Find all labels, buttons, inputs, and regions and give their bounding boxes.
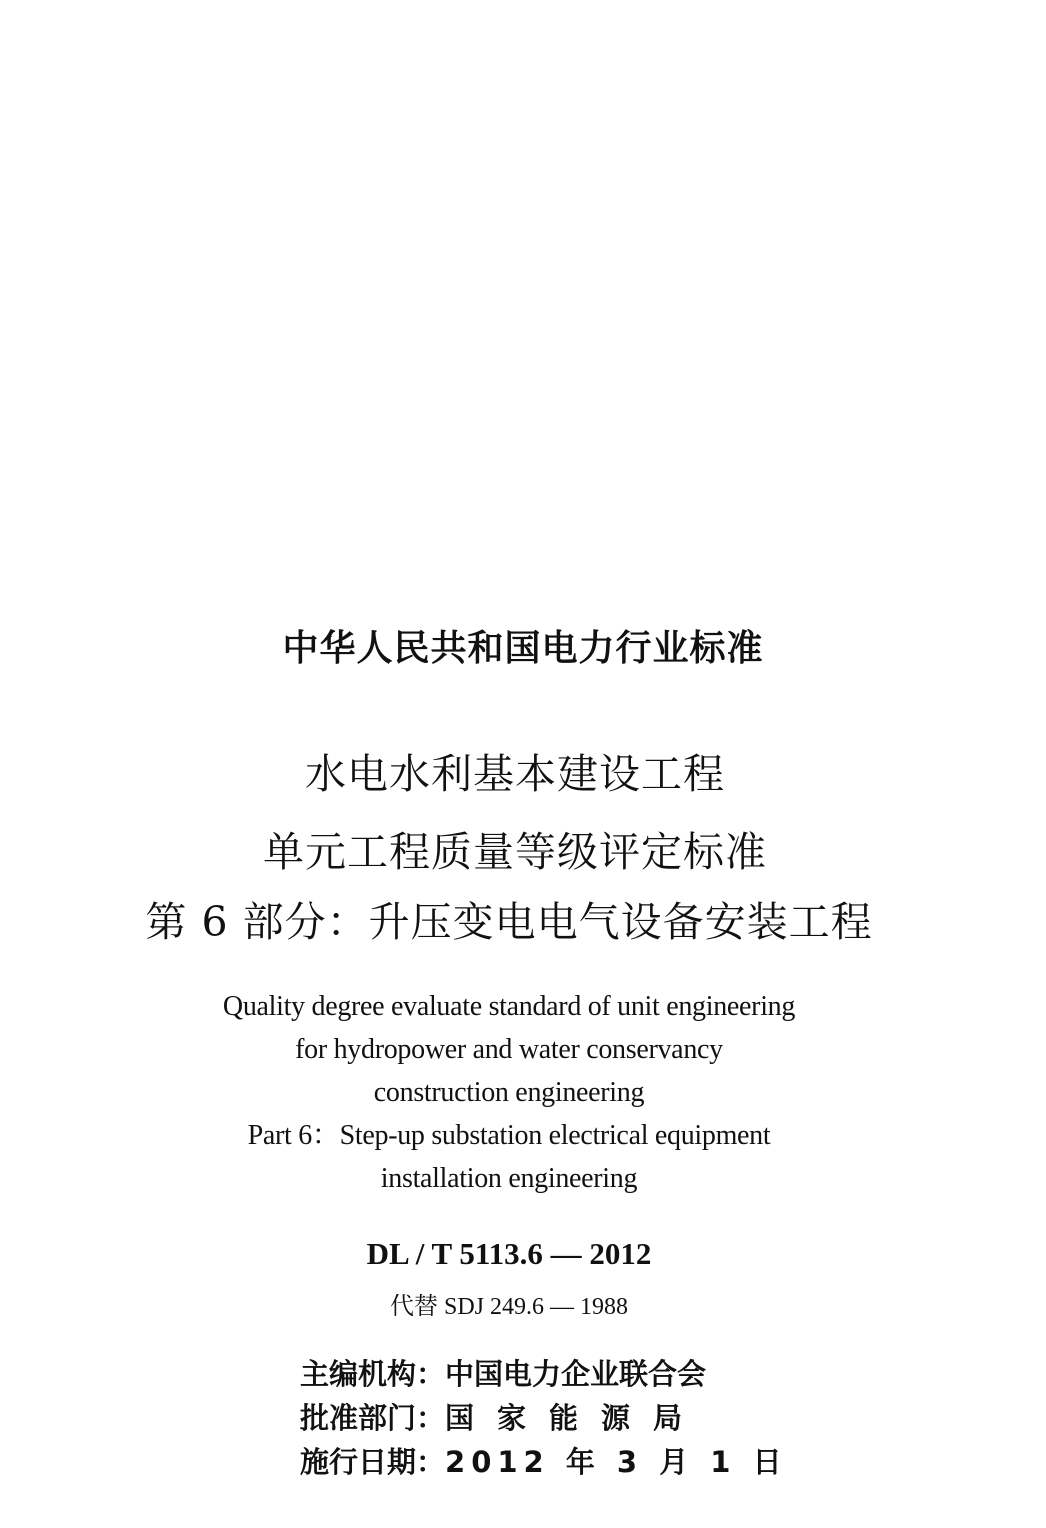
title-en-line-3: construction engineering bbox=[373, 1077, 645, 1108]
editor-label: 主编机构： bbox=[300, 1357, 446, 1391]
issuing-organization: 中华人民共和国电力行业标准 bbox=[282, 628, 764, 669]
standard-code: DL / T 5113.6 — 2012 bbox=[366, 1236, 652, 1271]
editor-value: 中国电力企业联合会 bbox=[445, 1357, 707, 1391]
approver-row bbox=[300, 1396, 705, 1437]
approver-label: 批准部门： bbox=[300, 1401, 446, 1435]
approver-value: 国家能源局 bbox=[445, 1401, 706, 1435]
title-en-line-1: Quality degree evaluate standard of unit engineering bbox=[222, 991, 796, 1022]
replaced-standard: 代替 SDJ 249.6 — 1988 bbox=[389, 1294, 629, 1320]
editor-row bbox=[300, 1352, 706, 1393]
title-en-line-2: for hydropower and water conservancy bbox=[295, 1034, 723, 1065]
title-cn-line-1: 水电水利基本建设工程 bbox=[305, 750, 725, 798]
title-en-line-5: installation engineering bbox=[380, 1163, 638, 1194]
effective-date-label: 施行日期： bbox=[300, 1445, 446, 1479]
title-en-line-4: Part 6：Step-up substation electrical equipment bbox=[247, 1120, 771, 1151]
effective-date-row bbox=[300, 1440, 788, 1481]
title-cn-line-3: 第 6 部分：升压变电电气设备安装工程 bbox=[145, 898, 873, 946]
effective-date-value: 2012 年 3 月 1 日 bbox=[445, 1445, 788, 1479]
title-cn-line-2: 单元工程质量等级评定标准 bbox=[263, 828, 767, 876]
